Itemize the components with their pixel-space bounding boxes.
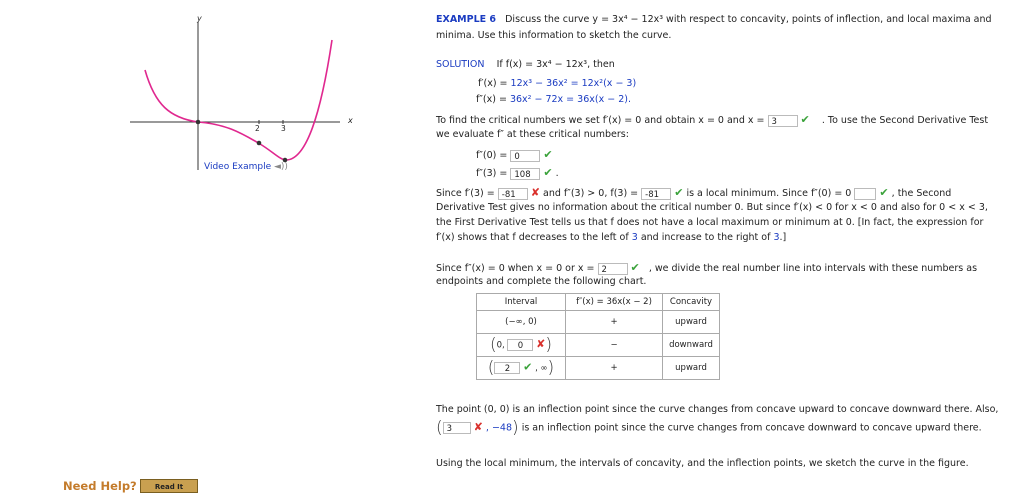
critical-number-input[interactable]: 3: [768, 115, 798, 127]
check-icon: ✔: [879, 186, 889, 199]
since-text-d: , the Second: [891, 188, 952, 199]
problem-statement-line1: Discuss the curve y = 3x⁴ − 12x³ with respect to concavity, points of inflection, and local maxima and: [505, 14, 992, 25]
fprime-lhs: f′(x) =: [478, 78, 511, 89]
speaker-icon: ◄)): [274, 162, 288, 172]
problem-statement-line2: minima. Use this information to sketch the curve.: [436, 30, 672, 41]
f0-input[interactable]: 0: [510, 150, 540, 162]
since-line-2: Derivative Test gives no information about the critical number 0. But since f′(x) < 0 for x < 0 and also for 0 < x < 3,: [436, 202, 988, 213]
fdbl-rhs: 36x² − 72x = 36x(x − 2).: [509, 94, 631, 105]
cross-icon: ✘: [536, 337, 546, 351]
inflection-point-x-input[interactable]: 3: [443, 422, 471, 434]
x-axis-label: x: [348, 116, 353, 125]
fprime-rhs: 12x³ − 36x² = 12x²(x − 3): [510, 78, 637, 89]
inflection-line-1: The point (0, 0) is an inflection point since the curve changes from concave upward to concave downward there. Also,: [436, 404, 999, 415]
check-icon: ✔: [674, 186, 684, 199]
interval-prefix: 0,: [496, 340, 505, 351]
interval-cell: ( 2 ✔ , ∞): [477, 357, 566, 380]
concavity-cell: downward: [663, 334, 720, 357]
f3-lhs: f″(3) =: [476, 168, 508, 179]
table-row: [477, 334, 720, 357]
critical-numbers-after: . To use the Second Derivative Test: [821, 115, 989, 126]
y-axis-label: y: [197, 14, 202, 23]
interval-cell: (−∞, 0): [477, 311, 566, 334]
concavity-table: [476, 293, 720, 380]
sign-cell: +: [566, 311, 663, 334]
since-line-3: the First Derivative Test tells us that f does not have a local maximum or minimum at 0. [In fact, the expression for: [436, 217, 984, 228]
evaluate-text: we evaluate f″ at these critical numbers:: [436, 129, 629, 140]
video-example-link[interactable]: [204, 162, 288, 172]
intervals-text-a: Since f″(x) = 0 when x = 0 or x =: [436, 263, 595, 274]
f3-input[interactable]: 108: [510, 168, 540, 180]
inflection-x-input[interactable]: 2: [598, 263, 628, 275]
sign-cell: −: [566, 334, 663, 357]
table-header-second-derivative: f″(x) = 36x(x − 2): [566, 294, 663, 311]
check-icon: ✔: [800, 113, 810, 126]
since-value-3b: 3: [773, 232, 780, 243]
inflection-point-y: , −48: [485, 422, 513, 434]
second-deriv-zero-input[interactable]: [854, 188, 876, 200]
f3-value-input[interactable]: -81: [641, 188, 671, 200]
since-line-4b: and increase to the right of: [640, 232, 771, 243]
cross-icon: ✘: [473, 420, 483, 434]
fprime3-input[interactable]: -81: [498, 188, 528, 200]
interval-suffix: , ∞: [535, 363, 548, 374]
solution-label: SOLUTION: [436, 59, 485, 70]
interval-cell: (0, 0 ✘): [477, 334, 566, 357]
closing-text: Using the local minimum, the intervals of concavity, and the inflection points, we sketch the curve in the figure.: [436, 458, 969, 469]
sign-cell: +: [566, 357, 663, 380]
check-icon: ✔: [543, 148, 553, 161]
since-text-b: and f″(3) > 0, f(3) =: [543, 188, 639, 199]
intervals-text-b: , we divide the real number line into intervals with these numbers as: [648, 263, 978, 274]
tick-label-3: 3: [281, 124, 286, 133]
intervals-text-2: endpoints and complete the following chart.: [436, 276, 647, 287]
f0-lhs: f″(0) =: [476, 150, 508, 161]
since-value-3a: 3: [631, 232, 638, 243]
concavity-cell: upward: [663, 357, 720, 380]
check-icon: ✔: [543, 166, 553, 179]
interval-start-input[interactable]: 2: [494, 362, 520, 374]
example-title: EXAMPLE 6: [436, 14, 497, 25]
concavity-cell: upward: [663, 311, 720, 334]
inflection-point-2: [257, 141, 262, 146]
since-text-c: is a local minimum. Since f″(0) = 0: [686, 188, 852, 199]
cross-icon: ✘: [530, 186, 540, 199]
check-icon: ✔: [630, 261, 640, 274]
table-row: [477, 311, 720, 334]
critical-numbers-text: To find the critical numbers we set f′(x) = 0 and obtain x = 0 and x =: [436, 115, 765, 126]
fdbl-lhs: f″(x) =: [476, 94, 510, 105]
video-example-label: Video Example: [204, 162, 272, 172]
table-header-concavity: Concavity: [663, 294, 720, 311]
table-row: [477, 357, 720, 380]
interval-end-input[interactable]: 0: [507, 339, 533, 351]
since-line-4a: f′(x) shows that f decreases to the left of: [436, 232, 629, 243]
tick-label-2: 2: [255, 124, 260, 133]
read-it-button[interactable]: Read It: [140, 479, 198, 493]
table-header-interval: Interval: [477, 294, 566, 311]
since-line-4c: .]: [779, 232, 787, 243]
inflection-line-2: is an inflection point since the curve changes from concave downward to concave upward there.: [521, 422, 982, 434]
solution-intro: If f(x) = 3x⁴ − 12x³, then: [496, 59, 615, 70]
need-help-label: Need Help?: [63, 479, 137, 493]
curve-graph: [130, 10, 360, 170]
check-icon: ✔: [523, 360, 533, 374]
inflection-point-origin: [196, 120, 201, 125]
since-text-a: Since f′(3) =: [436, 188, 495, 199]
function-curve: [145, 40, 332, 160]
